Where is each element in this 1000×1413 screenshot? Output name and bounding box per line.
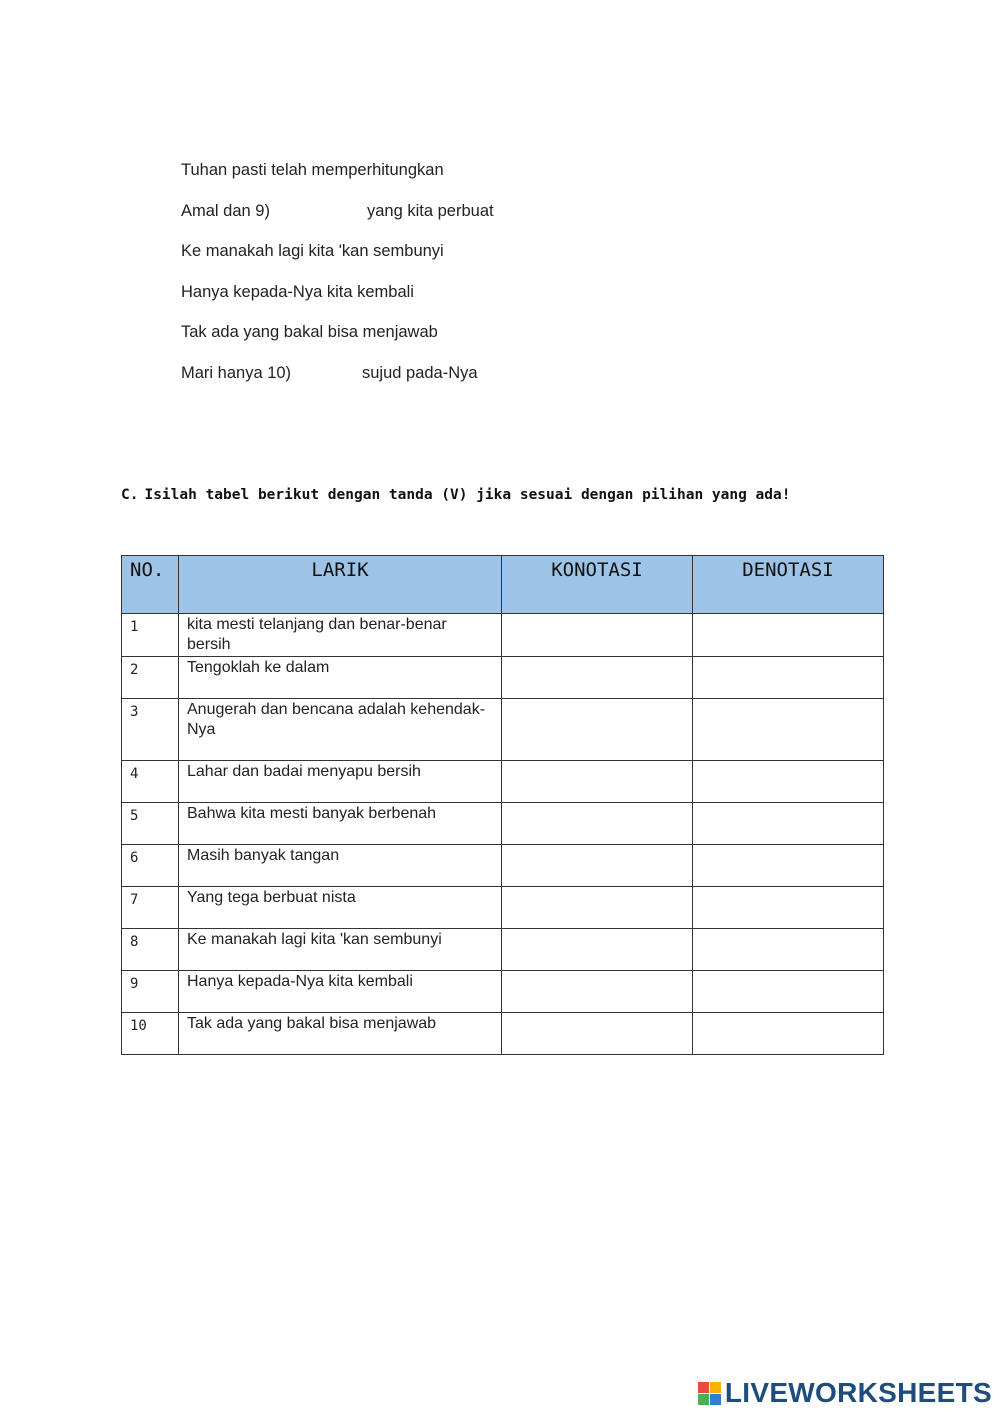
table-row (122, 887, 884, 929)
konotasi-checkbox-cell[interactable] (502, 761, 693, 803)
header-larik: LARIK (179, 556, 502, 614)
row-larik: Anugerah dan bencana adalah kehendak-Nya (179, 699, 502, 761)
row-number: 5 (122, 803, 179, 845)
row-larik: Lahar dan badai menyapu bersih (179, 761, 502, 803)
row-number: 4 (122, 761, 179, 803)
konotasi-checkbox-cell[interactable] (502, 699, 693, 761)
row-number: 2 (122, 657, 179, 699)
row-number: 7 (122, 887, 179, 929)
table-row (122, 803, 884, 845)
instruction-text: Isilah tabel berikut dengan tanda (V) jika sesuai dengan pilihan yang ada! (144, 487, 791, 503)
poem-line-text: Mari hanya 10) (181, 363, 292, 382)
table-row (122, 614, 884, 657)
denotasi-checkbox-cell[interactable] (693, 929, 884, 971)
row-larik: Bahwa kita mesti banyak berbenah (179, 803, 502, 845)
denotasi-checkbox-cell[interactable] (693, 657, 884, 699)
table-row (122, 699, 884, 761)
row-number: 10 (122, 1013, 179, 1055)
poem-line-text: Amal dan 9) (181, 201, 270, 220)
row-number: 1 (122, 614, 179, 657)
header-konotasi: KONOTASI (502, 556, 693, 614)
row-larik: Yang tega berbuat nista (179, 887, 502, 929)
header-denotasi: DENOTASI (693, 556, 884, 614)
row-number: 3 (122, 699, 179, 761)
table-row (122, 657, 884, 699)
table-row (122, 971, 884, 1013)
konotasi-checkbox-cell[interactable] (502, 803, 693, 845)
row-larik: kita mesti telanjang dan benar-benar bersih (179, 614, 502, 657)
denotasi-checkbox-cell[interactable] (693, 761, 884, 803)
answer-table (121, 555, 884, 1055)
row-larik: Masih banyak tangan (179, 845, 502, 887)
denotasi-checkbox-cell[interactable] (693, 887, 884, 929)
denotasi-checkbox-cell[interactable] (693, 845, 884, 887)
poem-line-text: Tuhan pasti telah memperhitungkan (181, 161, 444, 179)
table-header-row (122, 556, 884, 614)
poem-line-text: Hanya kepada-Nya kita kembali (181, 282, 414, 301)
table-row (122, 929, 884, 971)
row-number: 6 (122, 845, 179, 887)
instruction-letter: C. (121, 487, 139, 503)
header-no: NO. (122, 556, 179, 614)
konotasi-checkbox-cell[interactable] (502, 971, 693, 1013)
konotasi-checkbox-cell[interactable] (502, 657, 693, 699)
poem-line-continuation: sujud pada-Nya (362, 363, 478, 382)
row-larik: Ke manakah lagi kita 'kan sembunyi (179, 929, 502, 971)
row-larik: Tak ada yang bakal bisa menjawab (179, 1013, 502, 1055)
row-larik: Tengoklah ke dalam (179, 657, 502, 699)
poem-line-text: Tak ada yang bakal bisa menjawab (181, 323, 438, 342)
denotasi-checkbox-cell[interactable] (693, 1013, 884, 1055)
table-row (122, 845, 884, 887)
poem-line-continuation: yang kita perbuat (367, 201, 494, 220)
denotasi-checkbox-cell[interactable] (693, 699, 884, 761)
row-number: 9 (122, 971, 179, 1013)
konotasi-checkbox-cell[interactable] (502, 614, 693, 657)
konotasi-checkbox-cell[interactable] (502, 887, 693, 929)
denotasi-checkbox-cell[interactable] (693, 803, 884, 845)
liveworksheets-logo-icon (698, 1382, 721, 1405)
table-row (122, 761, 884, 803)
konotasi-checkbox-cell[interactable] (502, 1013, 693, 1055)
poem-line-text: Ke manakah lagi kita 'kan sembunyi (181, 242, 444, 261)
row-number: 8 (122, 929, 179, 971)
denotasi-checkbox-cell[interactable] (693, 614, 884, 657)
konotasi-checkbox-cell[interactable] (502, 929, 693, 971)
table-row (122, 1013, 884, 1055)
instruction (121, 487, 790, 503)
liveworksheets-logo (698, 1377, 992, 1409)
denotasi-checkbox-cell[interactable] (693, 971, 884, 1013)
konotasi-checkbox-cell[interactable] (502, 845, 693, 887)
logo-text: LIVEWORKSHEETS (724, 1377, 992, 1408)
row-larik: Hanya kepada-Nya kita kembali (179, 971, 502, 1013)
